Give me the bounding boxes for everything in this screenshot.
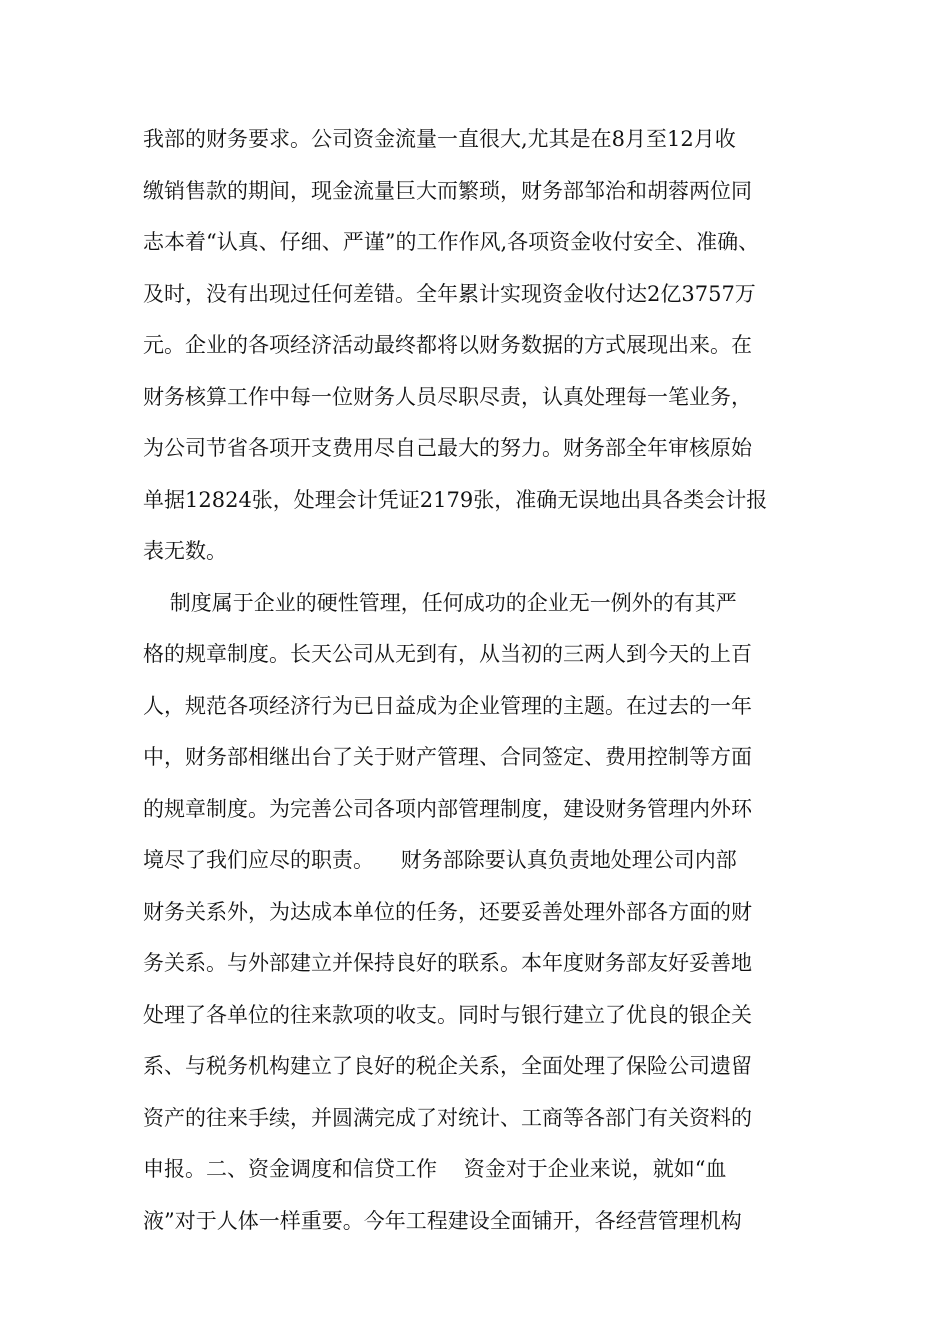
text-line: 液”对于人体一样重要。今年工程建设全面铺开，各经营管理机构	[143, 1208, 742, 1233]
text-line: 中，财务部相继出台了关于财产管理、合同签定、费用控制等方面	[143, 745, 752, 769]
text-line: 务关系。与外部建立并保持良好的联系。本年度财务部友好妥善地	[143, 951, 752, 975]
text-line: 我部的财务要求。公司资金流量一直很大,尤其是在8月至12月收	[143, 127, 736, 151]
body-text	[143, 118, 833, 1251]
text-line: 申报。二、资金调度和信贷工作 资金对于企业来说，就如“血	[143, 1157, 727, 1181]
text-line: 及时，没有出现过任何差错。全年累计实现资金收付达2亿3757万	[143, 281, 756, 306]
text-line: 缴销售款的期间，现金流量巨大而繁琐，财务部邹治和胡蓉两位同	[143, 178, 752, 203]
text-line: 格的规章制度。长天公司从无到有，从当初的三两人到今天的上百	[143, 642, 752, 666]
text-line: 人，规范各项经济行为已日益成为企业管理的主题。在过去的一年	[143, 693, 752, 718]
text-line: 财务关系外，为达成本单位的任务，还要妥善处理外部各方面的财	[143, 899, 752, 924]
text-line: 单据12824张，处理会计凭证2179张，准确无误地出具各类会计报	[143, 487, 768, 512]
text-line: 制度属于企业的硬性管理，任何成功的企业无一例外的有其严	[143, 590, 737, 615]
text-line: 财务核算工作中每一位财务人员尽职尽责，认真处理每一笔业务，	[143, 384, 752, 409]
text-line: 志本着“认真、仔细、严谨”的工作作风,各项资金收付安全、准确、	[143, 230, 760, 254]
text-line: 为公司节省各项开支费用尽自己最大的努力。财务部全年审核原始	[143, 436, 752, 460]
text-line: 元。企业的各项经济活动最终都将以财务数据的方式展现出来。在	[143, 333, 752, 357]
text-line: 的规章制度。为完善公司各项内部管理制度，建设财务管理内外环	[143, 796, 752, 821]
text-line: 资产的往来手续，并圆满完成了对统计、工商等各部门有关资料的	[143, 1105, 752, 1130]
text-line: 系、与税务机构建立了良好的税企关系，全面处理了保险公司遗留	[143, 1054, 752, 1078]
text-line: 处理了各单位的往来款项的收支。同时与银行建立了优良的银企关	[143, 1002, 752, 1027]
text-line: 表无数。	[143, 539, 227, 563]
text-line: 境尽了我们应尽的职责。 财务部除要认真负责地处理公司内部	[143, 848, 737, 872]
